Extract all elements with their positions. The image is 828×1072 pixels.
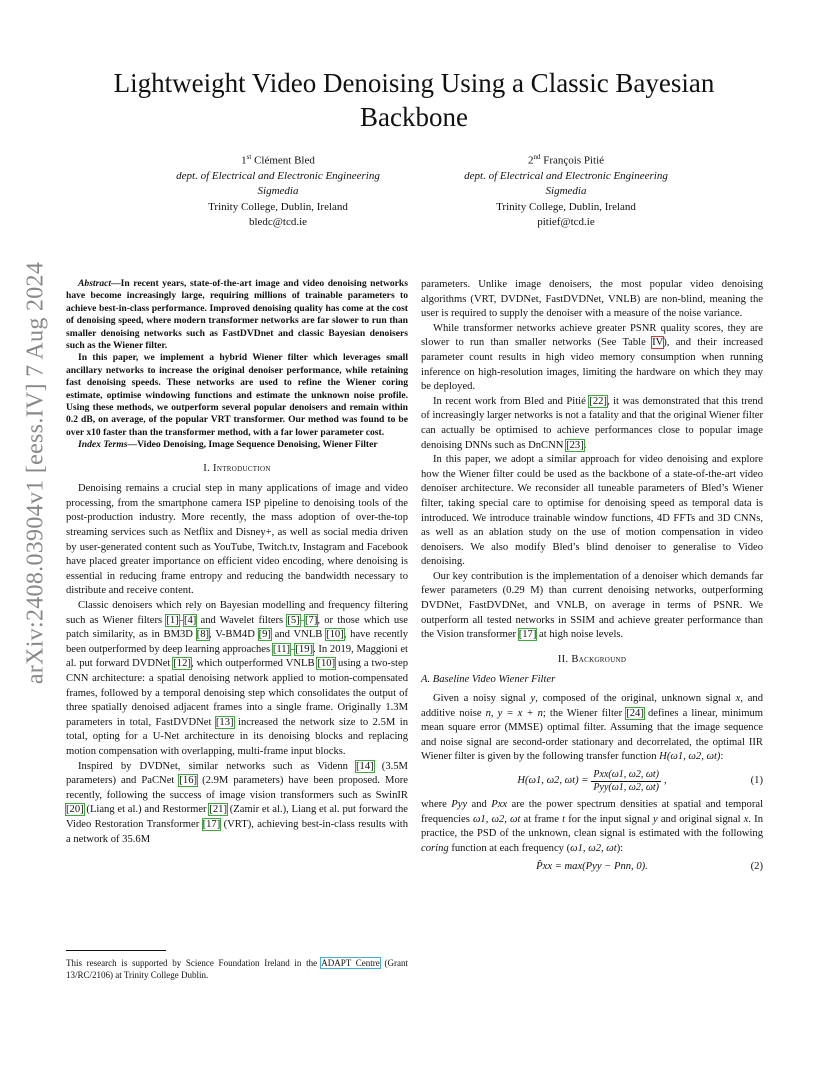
section-heading-introduction: I. Introduction bbox=[203, 462, 271, 474]
author-name: François Pitié bbox=[543, 154, 605, 167]
intro-p1: Denoising remains a crucial step in many applications of image and video processing, from the smartphone camera ISP pipeline to denoising tools of the post-production industry. More recently, the mass adoption of over-the-top streaming services such as Netflix and Disney+, as well as social media driven by user-generated content such as YouTube, Twitch.tv, Instagram and Facebook have placed greater importance on efficient video encoding, where denoising is essential in reducing frame entropy and reducing the bandwidth necessary to distribute and receive content. bbox=[66, 483, 408, 597]
citation-link[interactable]: [4] bbox=[183, 614, 197, 626]
citation-link[interactable]: [22] bbox=[589, 395, 607, 407]
right-p4: Our key contribution is the implementation of a denoiser which demands far fewer parameters (0.29 M) than current denoising networks, outperforming DVDNet, FastDVDNet, and VNLB, on average in terms of PSNR. We outperform all tested networks in SSIM and achieve greater performance than the Vision transformer [17] at high noise levels. bbox=[421, 570, 763, 641]
right-p2: In recent work from Bled and Pitié [22], it was demonstrated that this trend of increasingly larger networks is not a fatality and that the original Wiener filter can actually be optimised to achieve performances close to popular image denoising DNNs such as DnCNN [23]. bbox=[421, 395, 763, 451]
right-p1: While transformer networks achieve greater PSNR quality scores, they are slower to run than smaller networks (See Table IV), and their increased parameter count results in high video memory consumption when running inference on high-resolution images, limiting the hardware on which they may be deployed. bbox=[421, 322, 763, 393]
citation-link[interactable]: [7] bbox=[305, 614, 318, 626]
citation-link[interactable]: [10] bbox=[326, 629, 344, 641]
citation-link[interactable]: [5] bbox=[287, 614, 300, 626]
citation-link[interactable]: [9] bbox=[258, 629, 271, 641]
citation-link[interactable]: [12] bbox=[173, 658, 191, 670]
paper-title: Lightweight Video Denoising Using a Classic Bayesian Backbone bbox=[113, 68, 715, 132]
citation-link[interactable]: [20] bbox=[66, 804, 84, 816]
citation-link[interactable]: [21] bbox=[209, 804, 227, 816]
author-2: 2nd François Pitié dept. of Electrical and Electronic Engineering Sigmedia Trinity College, Dublin, Ireland pitief@tcd.ie bbox=[416, 150, 716, 230]
citation-link[interactable]: [1] bbox=[166, 614, 179, 626]
right-p3: In this paper, we adopt a similar approach for video denoising and explore how the Wiener filter could be used as the backbone of a state-of-the-art video denoiser architecture. We reconsider all tuneable parameters of Bled’s Wiener filter, taking special care to optimise for denoising speed as temporal data is introduced. We introduce trainable window functions, 4D FFTs and 3D CNNs, as well as an ablation study on the use of motion compensation in video denoisers. We also modify Bled’s blind denoiser to generalise to Video denoising. bbox=[421, 454, 763, 568]
citation-link[interactable]: [14] bbox=[356, 760, 374, 772]
citation-link[interactable]: [24] bbox=[626, 707, 644, 719]
citation-link[interactable]: [17] bbox=[202, 818, 221, 830]
index-terms: Index Terms—Video Denoising, Image Sequence Denoising, Wiener Filter bbox=[78, 439, 378, 451]
adapt-centre-link[interactable]: ADAPT Centre bbox=[321, 958, 380, 968]
abstract-p1: Abstract—In recent years, state-of-the-art image and video denoising networks have become increasingly large, requiring millions of trainable parameters to achieve best-in-class performance. Improved denoising quality has come at the cost of denoising speed, where modern transformer networks are far slower to run than smaller denoising networks such as FastDVDnet and classic Bayesian denoisers such as the Wiener filter. bbox=[66, 278, 408, 352]
equation-number: (1) bbox=[750, 775, 763, 787]
citation-link[interactable]: [23] bbox=[566, 439, 584, 451]
citation-link[interactable]: [11] bbox=[272, 643, 291, 655]
left-column bbox=[66, 278, 408, 847]
citation-link[interactable]: [16] bbox=[179, 775, 198, 787]
abstract-p2: In this paper, we implement a hybrid Wiener filter which leverages small ancillary networks to increase the original denoiser performance, while retaining fast denoising speeds. These networks are used to refine the Wiener coring estimate, optimise windowing functions and estimate the unknown noise profile. Using these methods, we outperform several popular denoisers and remain within 0.2 dB, on average, of the popular VRT transformer. Our method was found to be over x10 faster than the transformer method, with a far lower parameter cost. bbox=[66, 352, 408, 438]
citation-link[interactable]: [8] bbox=[196, 629, 210, 641]
subsection-heading: A. Baseline Video Wiener Filter bbox=[421, 674, 556, 686]
footnote: This research is supported by Science Foundation Ireland in the ADAPT Centre (Grant 13/RC/2106) at Trinity College Dublin. bbox=[66, 950, 408, 981]
author-email: bledc@tcd.ie bbox=[248, 215, 308, 228]
author-email: pitief@tcd.ie bbox=[537, 215, 595, 228]
equation-2: P̂xx = max(Pyy − Pnn, 0). (2) bbox=[421, 860, 763, 875]
section-heading-background: II. Background bbox=[557, 653, 627, 665]
right-column bbox=[421, 278, 763, 879]
right-p5: Given a noisy signal y, composed of the original, unknown signal x, and additive noise n, y = x + n; the Wiener filter [24] defines a linear, minimum mean square error (MMSE) optimal filter. Assuming that the image sequence and noise signal are second-order stationary and decorrelated, the optimal IIR Wiener filter is given by the following transfer function H(ω1, ω2, ωt): bbox=[421, 693, 763, 763]
arxiv-watermark: arXiv:2408.03904v1 [eess.IV] 7 Aug 2024 bbox=[22, 261, 49, 685]
footnote-rule bbox=[66, 950, 166, 951]
right-p0: parameters. Unlike image denoisers, the most popular video denoising algorithms (VRT, DVDNet, FastDVDNet, VNLB) are non-blind, meaning the user is required to supply the denoiser with a measure of the noise variance. bbox=[421, 279, 763, 320]
equation-1: H(ω1, ω2, ωt) = $\frac{\text{Pxx(ω1, ω2, ωt)}}{\text{Pyy(ω1, ω2, ωt)}}$ , (1) bbox=[517, 769, 763, 793]
right-p6: where Pyy and Pxx are the power spectrum densities at spatial and temporal frequencies ω1, ω2, ωt at frame t for the input signal y and original signal x. In practice, the PSD of the unknown, clean signal is estimated with the following coring function at each frequency (ω1, ω2, ωt): bbox=[421, 799, 764, 854]
equation-number: (2) bbox=[750, 861, 763, 873]
citation-link[interactable]: [13] bbox=[215, 716, 234, 728]
table-link[interactable]: IV bbox=[652, 337, 664, 349]
citation-link[interactable]: [19] bbox=[295, 643, 314, 655]
intro-p3: Inspired by DVDNet, similar networks such as Videnn [14] (3.5M parameters) and PaCNet [16] (2.9M parameters) have been proposed. More recently, following the success of image vision transformers such as SwinIR [20] (Liang et al.) and Restormer [21] (Zamir et al.), Liang et al. put forward the Video Restoration Transformer [17] (VRT), achieving best-in-class results with a network of 35.6M bbox=[66, 760, 408, 845]
author-1: 1st Clément Bled dept. of Electrical and Electronic Engineering Sigmedia Trinity College, Dublin, Ireland bledc@tcd.ie bbox=[128, 150, 428, 230]
author-name: Clément Bled bbox=[254, 154, 315, 167]
citation-link[interactable]: [10] bbox=[317, 658, 336, 670]
citation-link[interactable]: [17] bbox=[518, 629, 537, 641]
intro-p2: Classic denoisers which rely on Bayesian modelling and frequency filtering such as Wiener filters [1]–[4] and Wavelet filters [5]–[7], or those which use patch similarity, as in BM3D [8], V-BM4D [9] and VNLB [10], have recently been outperformed by deep learning approaches [11]–[19]. In 2019, Maggioni et al. put forward DVDNet [12], which outperformed VNLB [10] using a two-step CNN architecture: a spatial denoising network applied to motion-compensated frames, followed by a temporal denoising step which consolidates the output of three spatially denoised adjacent frames into a single frame. Originally 1.3M parameters in total, FastDVDNet [13] increased the network size to 2.5M in total, opting for a U-Net architecture in its denoising blocks and replacing motion compensation with overlapping, multi-frame input blocks. bbox=[66, 600, 409, 757]
